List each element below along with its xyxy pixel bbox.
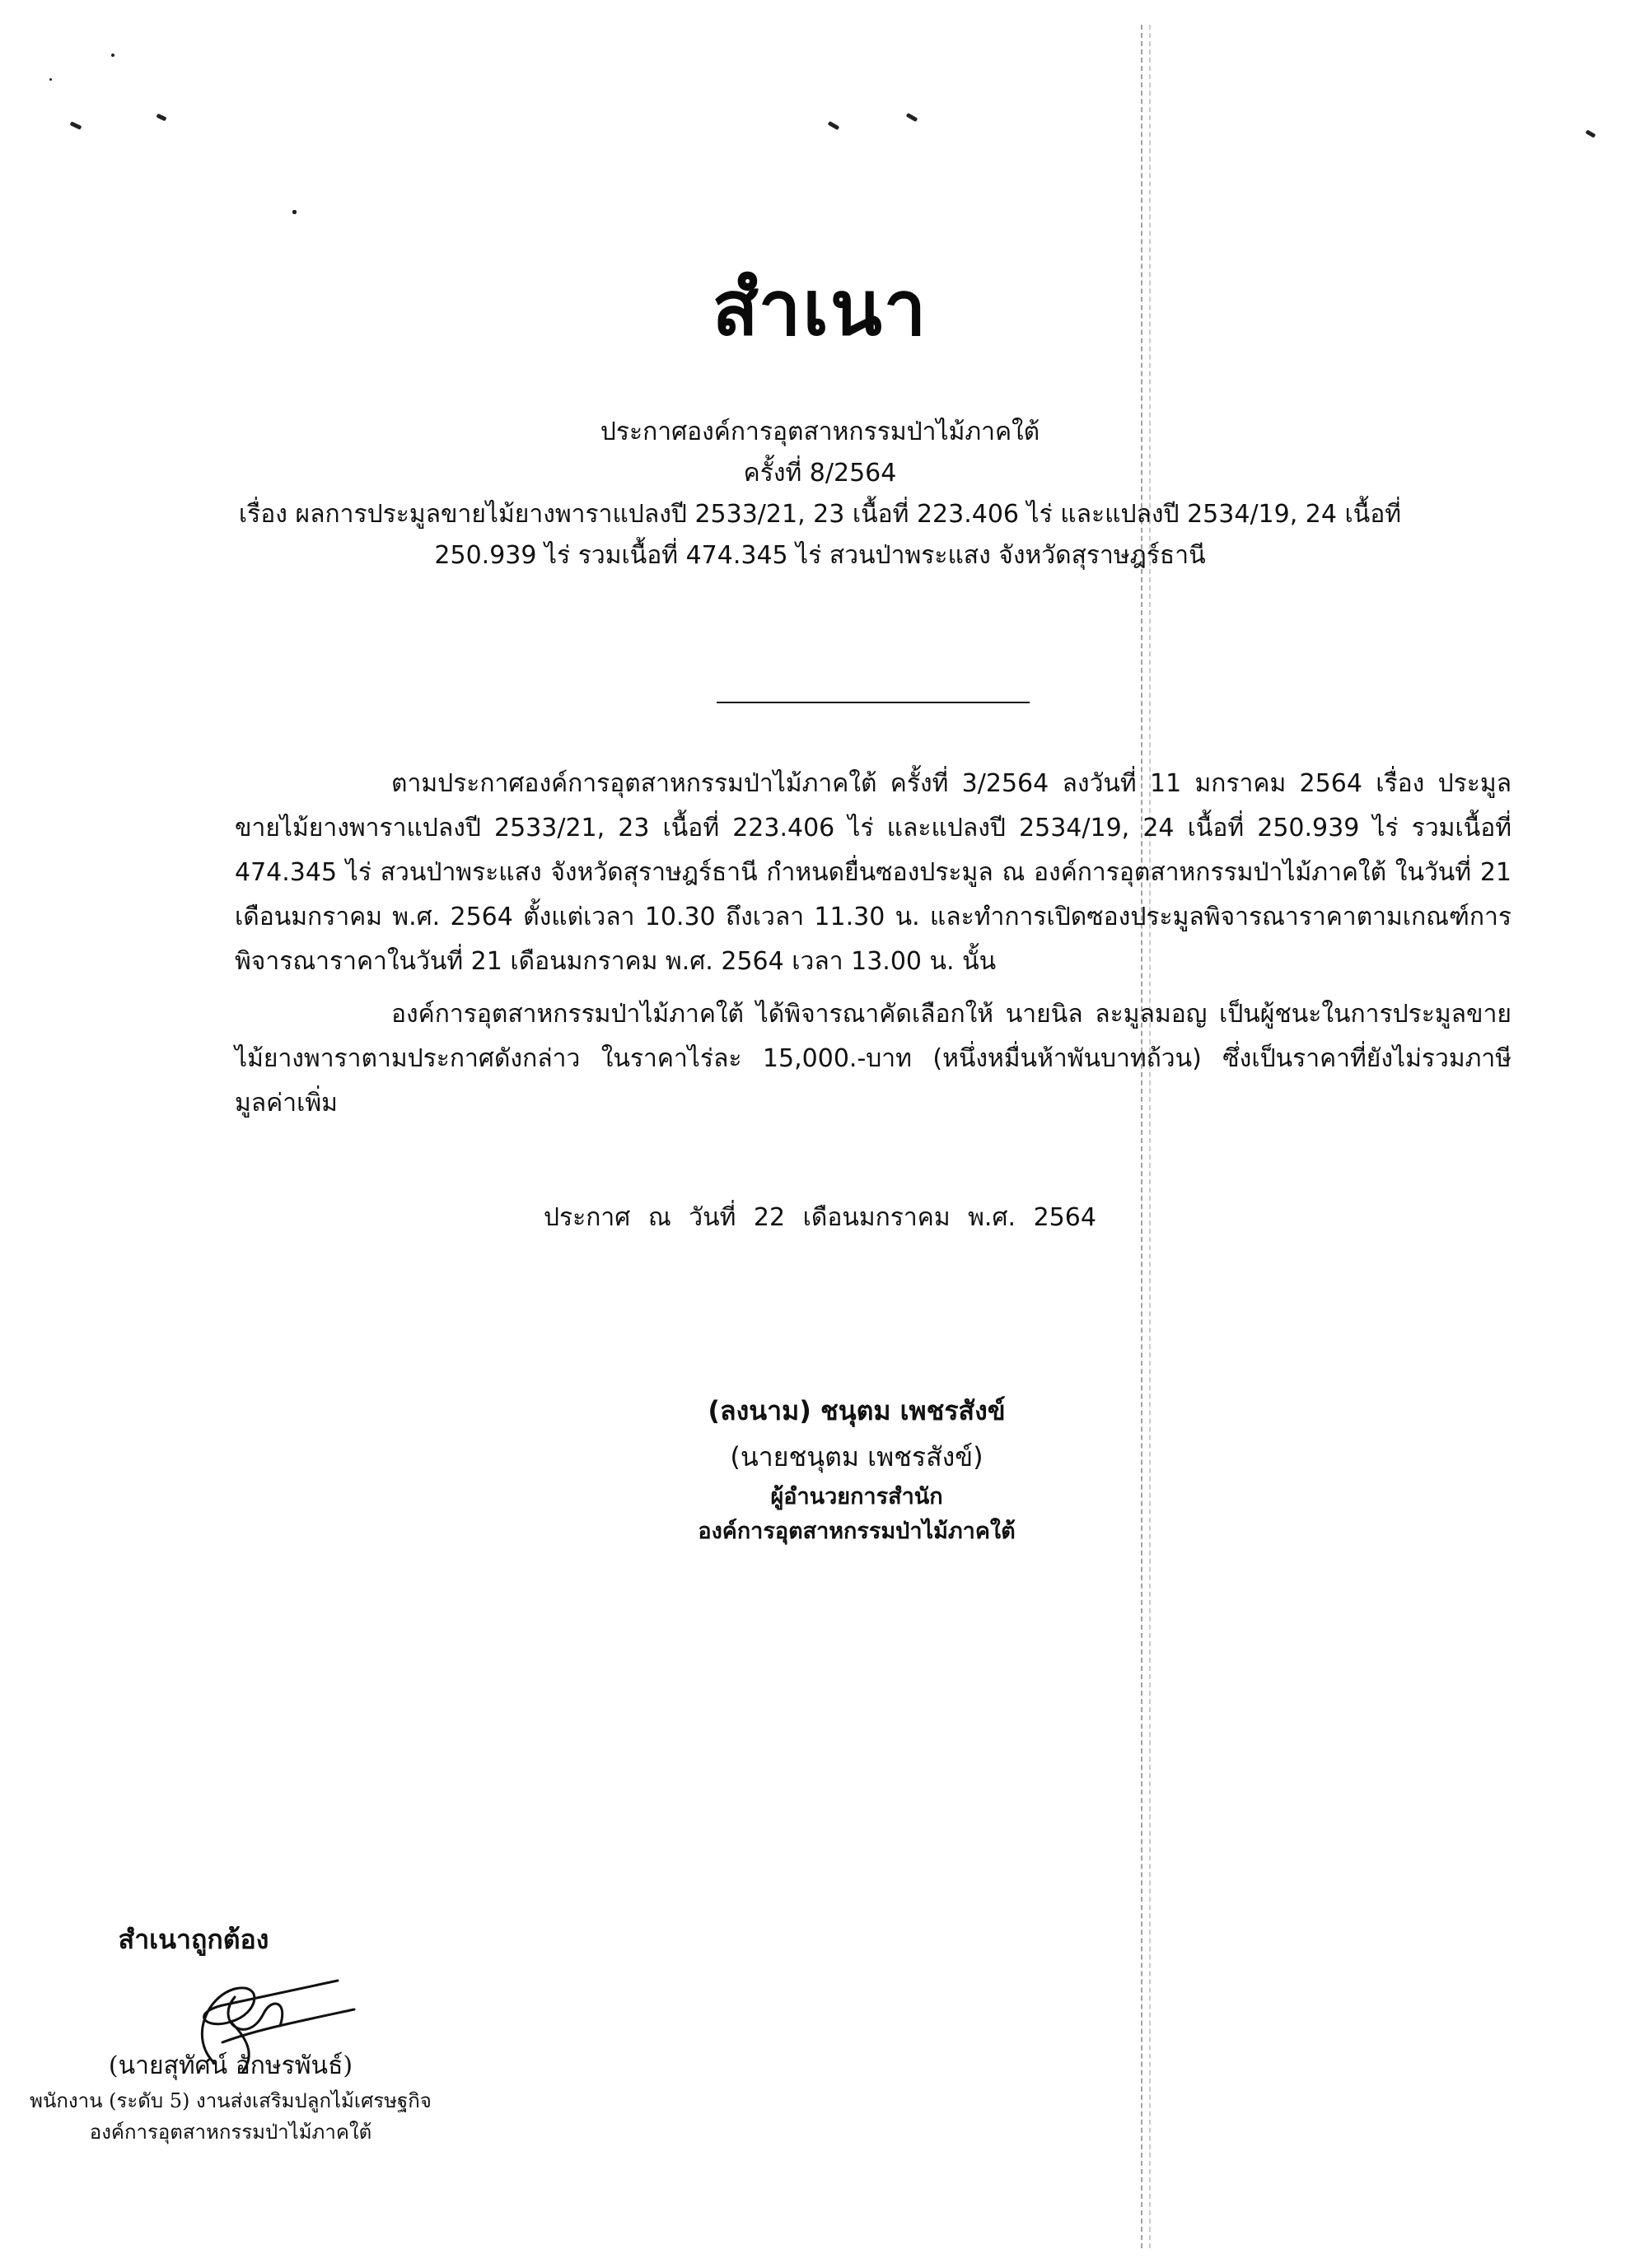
announcement-header — [0, 412, 1640, 576]
copy-stamp-title: สำเนา — [712, 264, 928, 352]
announcement-body — [235, 762, 1512, 1134]
scan-speck — [906, 113, 918, 122]
signatory-organization: องค์การอุตสาหกรรมป่าไม้ภาคใต้ — [698, 1519, 1016, 1544]
header-divider — [717, 702, 1030, 703]
announcement-title: ประกาศองค์การอุตสาหกรรมป่าไม้ภาคใต้ — [600, 418, 1040, 446]
scan-speck — [49, 78, 52, 81]
signed-line: (ลงนาม) ชนุตม เพชรสังข์ — [708, 1395, 1006, 1426]
announcement-subject: เรื่อง ผลการประมูลขายไม้ยางพาราแปลงปี 2533/21, 23 เนื้อที่ 223.406 ไร่ และแปลงปี 2534/19, 24 เนื้อที่ 250.939 ไร่ รวมเนื้อที่ 474.345 ไร่ สวนป่าพระแสง จังหวัดสุราษฎร์ธานี — [238, 500, 1402, 570]
signatory-position: ผู้อำนวยการสำนัก — [770, 1484, 943, 1510]
signatory-name: (นายชนุตม เพชรสังข์) — [730, 1441, 984, 1472]
body-paragraph: ตามประกาศองค์การอุตสาหกรรมป่าไม้ภาคใต้ ครั้งที่ 3/2564 ลงวันที่ 11 มกราคม 2564 เรื่อง ประมูลขายไม้ยางพาราแปลงปี 2533/21, 23 เนื้อที่ 223.406 ไร่ และแปลงปี 2534/19, 24 เนื้อที่ 250.939 ไร่ รวมเนื้อที่ 474.345 ไร่ สวนป่าพระแสง จังหวัดสุราษฎร์ธานี กำหนดยื่นซองประมูล ณ องค์การอุตสาหกรรมป่าไม้ภาคใต้ ในวันที่ 21 เดือนมกราคม พ.ศ. 2564 ตั้งแต่เวลา 10.30 ถึงเวลา 11.30 น. และทำการเปิดซองประมูลพิจารณาราคาตามเกณฑ์การพิจารณาราคาในวันที่ 21 เดือนมกราคม พ.ศ. 2564 เวลา 13.00 น. นั้น — [235, 769, 1512, 976]
certifier-organization: องค์การอุตสาหกรรมป่าไม้ภาคใต้ — [89, 2121, 372, 2144]
scan-speck — [157, 114, 167, 122]
scan-speck — [70, 121, 82, 129]
certifier-name: (นายสุทัศน์ อักษรพันธ์) — [108, 2051, 353, 2080]
issue-date: ประกาศ ณ วันที่ 22 เดือนมกราคม พ.ศ. 2564 — [544, 1203, 1096, 1232]
certified-copy-label: สำเนาถูกต้อง — [118, 1924, 269, 1955]
body-paragraph: องค์การอุตสาหกรรมป่าไม้ภาคใต้ ได้พิจารณาคัดเลือกให้ นายนิล ละมูลมอญ เป็นผู้ชนะในการประมูลขายไม้ยางพาราตามประกาศดังกล่าว ในราคาไร่ละ 15,000.-บาท (หนึ่งหมื่นห้าพันบาทถ้วน) ซึ่งเป็นราคาที่ยังไม่รวมภาษีมูลค่าเพิ่ม — [235, 1000, 1512, 1118]
scan-speck — [828, 121, 840, 130]
certifier-role: พนักงาน (ระดับ 5) งานส่งเสริมปลูกไม้เศรษฐกิจ — [30, 2089, 432, 2112]
announcement-number: ครั้งที่ 8/2564 — [743, 459, 897, 488]
scan-speck — [111, 54, 114, 57]
scan-speck — [292, 210, 297, 214]
signature-block — [626, 1388, 1087, 1549]
certified-copy-block — [16, 1919, 445, 2148]
scan-speck — [1586, 129, 1596, 138]
